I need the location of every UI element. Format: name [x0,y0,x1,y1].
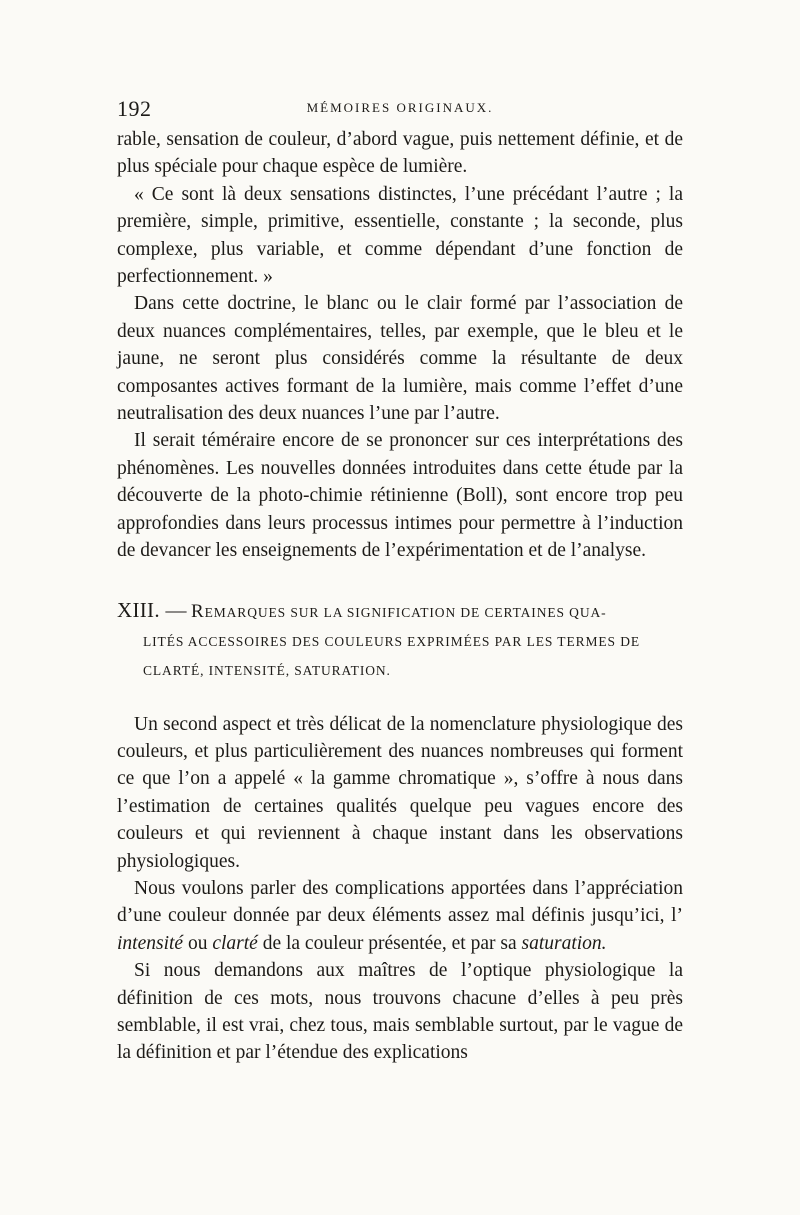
paragraph-text: Nous voulons parler des complications apportées dans l’appréciation d’une couleur donnée par deux éléments assez mal définis jusqu’ici, l’ [117,877,683,927]
section-title-line3: CLARTÉ, INTENSITÉ, SATURATION. [143,662,391,678]
section-title-line2: LITÉS ACCESSOIRES DES COULEURS EXPRIMÉES PAR LES TERMES DE [143,633,641,649]
paragraph: Si nous demandons aux maîtres de l’optique physiologique la définition de ces mots, nous trouvons chacune d’elles à peu près semblable, il est vrai, chez tous, mais semblable surtout, par le vague de la définition et par l’étendue des explications [117,960,683,1064]
emphasis-term: intensité [117,932,184,954]
text-before-section [117,126,683,565]
page-number: 192 [117,96,152,121]
paragraph: Il serait téméraire encore de se prononcer sur ces interprétations des phénomènes. Les nouvelles données introduites dans cette étude par la découverte de la photo-chimie rétinienne (Boll), sont encore trop peu approfondies dans leurs processus intimes pour permettre à l’induction de devancer les enseignements de l’expérimentation et de l’analyse. [117,430,683,562]
paragraph: Dans cette doctrine, le blanc ou le clair formé par l’association de deux nuances complémentaires, telles, par exemple, que le bleu et le jaune, ne seront plus considérés comme la résultante de deux composantes actives formant de la lumière, mais comme l’effet d’une neutralisation des deux nuances l’une par l’autre. [117,293,683,425]
section-title-initial: R [191,600,205,622]
paragraph: rable, sensation de couleur, d’abord vague, puis nettement définie, et de plus spéciale pour chaque espèce de lumière. [117,129,683,178]
section-heading [117,596,683,685]
paragraph-text: ou [183,932,213,954]
paragraph: « Ce sont là deux sensations distinctes, l’une précédant l’autre ; la première, simple, primitive, essentielle, constante ; la seconde, plus complexe, plus variable, et comme dépendant d’une fonction de perfectionnement. » [117,183,683,288]
emphasis-term: clarté [212,932,258,954]
section-number: XIII. — [117,597,187,622]
paragraph [117,875,683,957]
paragraph: Un second aspect et très délicat de la nomenclature physiologique des couleurs, et plus particulièrement des nuances nombreuses qui forment ce que l’on a appelé « la gamme chromatique », s’offre à nous dans l’estimation de certaines qualités quelque peu vagues encore des couleurs et qui reviennent à chaque instant dans les observations physiologiques. [117,713,683,872]
section-title-line1: EMARQUES SUR LA SIGNIFICATION DE CERTAINES QUA- [204,604,607,620]
paragraph-text: de la couleur présentée, et par sa [257,932,522,954]
running-head [117,96,683,126]
emphasis-term: saturation. [521,932,607,954]
running-title: MÉMOIRES ORIGINAUX. [306,100,494,115]
book-page [117,96,683,1067]
